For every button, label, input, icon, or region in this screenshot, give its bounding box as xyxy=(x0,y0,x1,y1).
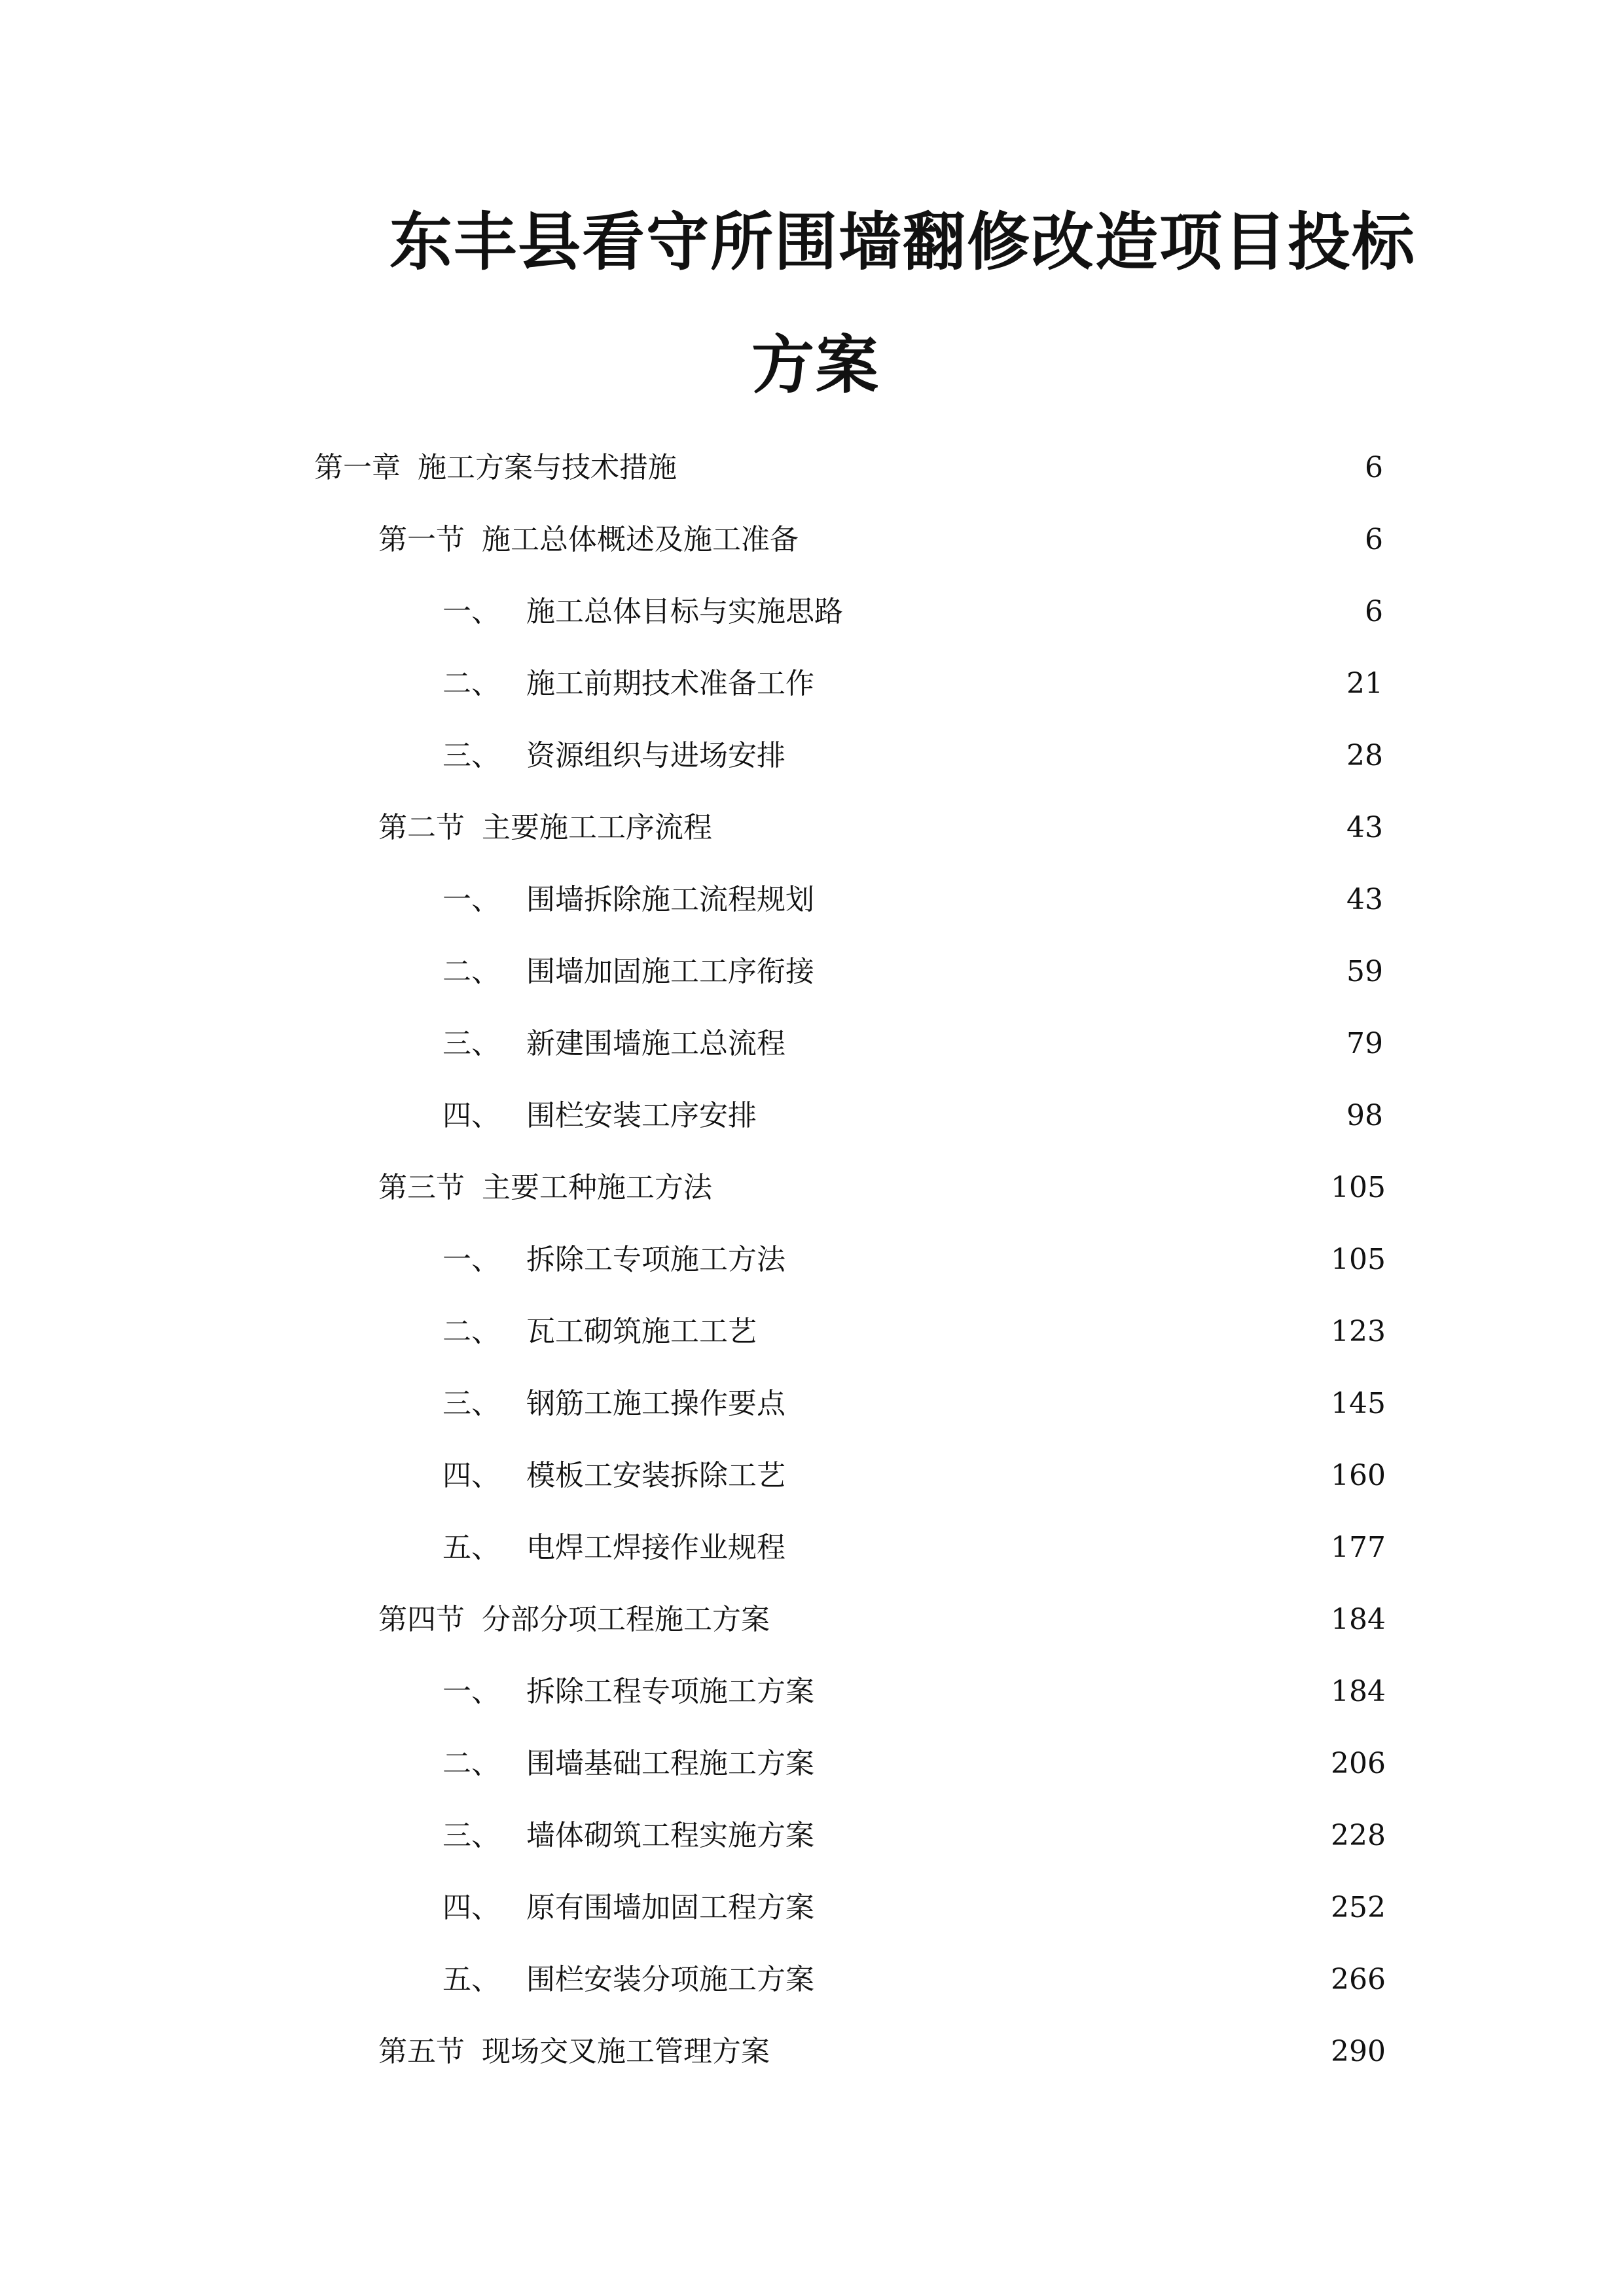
toc-dot-leader xyxy=(823,1749,1322,1778)
toc-entry-title: 围墙加固施工工序衔接 xyxy=(526,955,814,988)
toc-dot-leader xyxy=(823,670,1322,698)
toc-page-number: 145 xyxy=(1331,1387,1386,1420)
toc-page-number: 105 xyxy=(1331,1171,1386,1204)
document-title-continued: 方案 xyxy=(751,328,880,402)
toc-page-number: 59 xyxy=(1346,955,1383,988)
toc-entry-title: 资源组织与进场安排 xyxy=(526,739,785,772)
toc-section-entry[interactable] xyxy=(0,1584,1624,1656)
toc-entry-number: 二、 xyxy=(442,1747,500,1780)
toc-entry-title: 拆除工专项施工方法 xyxy=(526,1243,785,1276)
toc-dot-leader xyxy=(823,1821,1322,1850)
toc-subsection-entry[interactable] xyxy=(0,1800,1624,1872)
toc-section-entry[interactable] xyxy=(0,504,1624,576)
toc-subsection-entry[interactable] xyxy=(0,648,1624,720)
toc-entry-title: 原有围墙加固工程方案 xyxy=(526,1891,814,1924)
toc-subsection-entry[interactable] xyxy=(0,1368,1624,1440)
toc-entry-title: 瓦工砌筑施工工艺 xyxy=(526,1315,757,1348)
toc-subsection-entry[interactable] xyxy=(0,576,1624,648)
toc-entry-number: 第五节 xyxy=(378,2035,465,2068)
toc-page-number: 184 xyxy=(1331,1603,1386,1636)
toc-entry-number: 五、 xyxy=(442,1531,500,1564)
toc-page-number: 228 xyxy=(1331,1819,1386,1852)
toc-subsection-entry[interactable] xyxy=(0,1944,1624,2016)
document-title: 东丰县看守所围墙翻修改造项目投标 xyxy=(389,205,1416,279)
toc-page-number: 206 xyxy=(1331,1747,1386,1780)
toc-entry-number: 二、 xyxy=(442,667,500,700)
toc-page-number: 43 xyxy=(1346,811,1383,844)
toc-subsection-entry[interactable] xyxy=(0,1656,1624,1728)
toc-entry-title: 电焊工焊接作业规程 xyxy=(526,1531,785,1564)
toc-dot-leader xyxy=(823,886,1322,914)
toc-subsection-entry[interactable] xyxy=(0,1872,1624,1944)
toc-dot-leader xyxy=(823,1677,1322,1706)
toc-entry-number: 四、 xyxy=(442,1099,500,1132)
toc-entry-title: 现场交叉施工管理方案 xyxy=(482,2035,770,2068)
toc-dot-leader xyxy=(686,454,1322,482)
toc-dot-leader xyxy=(721,814,1322,842)
toc-page-number: 6 xyxy=(1365,523,1383,556)
toc-dot-leader xyxy=(766,1102,1322,1130)
toc-dot-leader xyxy=(795,742,1322,770)
toc-entry-number: 第四节 xyxy=(378,1603,465,1636)
toc-entry-number: 三、 xyxy=(442,1027,500,1060)
toc-entry-title: 围栏安装分项施工方案 xyxy=(526,1963,814,1996)
toc-entry-title: 施工总体概述及施工准备 xyxy=(482,523,799,556)
toc-entry-title: 主要工种施工方法 xyxy=(482,1171,712,1204)
toc-entry-number: 一、 xyxy=(442,595,500,628)
toc-page-number: 43 xyxy=(1346,883,1383,916)
toc-section-entry[interactable] xyxy=(0,1152,1624,1224)
toc-entry-number: 五、 xyxy=(442,1963,500,1996)
toc-page-number: 266 xyxy=(1331,1963,1386,1996)
toc-entry-title: 围栏安装工序安排 xyxy=(526,1099,757,1132)
toc-dot-leader xyxy=(795,1390,1322,1418)
toc-page-number: 123 xyxy=(1331,1315,1386,1348)
toc-entry-number: 三、 xyxy=(442,1819,500,1852)
toc-entry-title: 施工总体目标与实施思路 xyxy=(526,595,843,628)
toc-page-number: 105 xyxy=(1331,1243,1386,1276)
toc-page-number: 6 xyxy=(1365,451,1383,484)
toc-entry-title: 主要施工工序流程 xyxy=(482,811,712,844)
toc-entry-number: 第一节 xyxy=(378,523,465,556)
toc-entry-title: 新建围墙施工总流程 xyxy=(526,1027,785,1060)
toc-dot-leader xyxy=(766,1318,1322,1346)
toc-entry-number: 二、 xyxy=(442,955,500,988)
toc-subsection-entry[interactable] xyxy=(0,1440,1624,1512)
toc-entry-number: 一、 xyxy=(442,1675,500,1708)
toc-page-number: 28 xyxy=(1346,739,1383,772)
toc-entry-number: 一、 xyxy=(442,1243,500,1276)
toc-entry-title: 施工前期技术准备工作 xyxy=(526,667,814,700)
toc-entry-title: 施工方案与技术措施 xyxy=(418,451,677,484)
toc-entry-title: 钢筋工施工操作要点 xyxy=(526,1387,785,1420)
toc-page-number: 79 xyxy=(1346,1027,1383,1060)
toc-entry-title: 模板工安装拆除工艺 xyxy=(526,1459,785,1492)
toc-entry-number: 三、 xyxy=(442,1387,500,1420)
toc-dot-leader xyxy=(808,526,1322,554)
toc-entry-title: 围墙基础工程施工方案 xyxy=(526,1747,814,1780)
toc-subsection-entry[interactable] xyxy=(0,1224,1624,1296)
toc-entry-number: 一、 xyxy=(442,883,500,916)
toc-page-number: 160 xyxy=(1331,1459,1386,1492)
toc-dot-leader xyxy=(823,1893,1322,1922)
toc-subsection-entry[interactable] xyxy=(0,1080,1624,1152)
toc-page-number: 184 xyxy=(1331,1675,1386,1708)
toc-dot-leader xyxy=(795,1030,1322,1058)
toc-subsection-entry[interactable] xyxy=(0,1296,1624,1368)
toc-page-number: 177 xyxy=(1331,1531,1386,1564)
toc-entry-number: 四、 xyxy=(442,1891,500,1924)
toc-subsection-entry[interactable] xyxy=(0,1512,1624,1584)
toc-subsection-entry[interactable] xyxy=(0,1008,1624,1080)
toc-chapter-entry[interactable] xyxy=(0,432,1624,504)
toc-page-number: 21 xyxy=(1346,667,1383,700)
toc-section-entry[interactable] xyxy=(0,2016,1624,2088)
toc-entry-title: 分部分项工程施工方案 xyxy=(482,1603,770,1636)
toc-entry-number: 四、 xyxy=(442,1459,500,1492)
toc-dot-leader xyxy=(779,2037,1322,2066)
toc-subsection-entry[interactable] xyxy=(0,936,1624,1008)
toc-page-number: 290 xyxy=(1331,2035,1386,2068)
toc-entry-title: 围墙拆除施工流程规划 xyxy=(526,883,814,916)
toc-entry-number: 第二节 xyxy=(378,811,465,844)
toc-entry-number: 二、 xyxy=(442,1315,500,1348)
toc-entry-title: 墙体砌筑工程实施方案 xyxy=(526,1819,814,1852)
toc-dot-leader xyxy=(823,958,1322,986)
toc-page-number: 252 xyxy=(1331,1891,1386,1924)
toc-entry-number: 第三节 xyxy=(378,1171,465,1204)
table-of-contents xyxy=(0,432,1624,2088)
toc-page-number: 98 xyxy=(1346,1099,1383,1132)
toc-dot-leader xyxy=(779,1605,1322,1634)
toc-dot-leader xyxy=(823,1965,1322,1994)
toc-subsection-entry[interactable] xyxy=(0,720,1624,792)
toc-dot-leader xyxy=(852,598,1322,626)
toc-entry-title: 拆除工程专项施工方案 xyxy=(526,1675,814,1708)
toc-dot-leader xyxy=(795,1462,1322,1490)
toc-entry-number: 第一章 xyxy=(314,451,401,484)
toc-dot-leader xyxy=(721,1174,1322,1202)
toc-section-entry[interactable] xyxy=(0,792,1624,864)
toc-dot-leader xyxy=(795,1246,1322,1274)
toc-subsection-entry[interactable] xyxy=(0,864,1624,936)
toc-dot-leader xyxy=(795,1534,1322,1562)
toc-subsection-entry[interactable] xyxy=(0,1728,1624,1800)
toc-entry-number: 三、 xyxy=(442,739,500,772)
toc-page-number: 6 xyxy=(1365,595,1383,628)
